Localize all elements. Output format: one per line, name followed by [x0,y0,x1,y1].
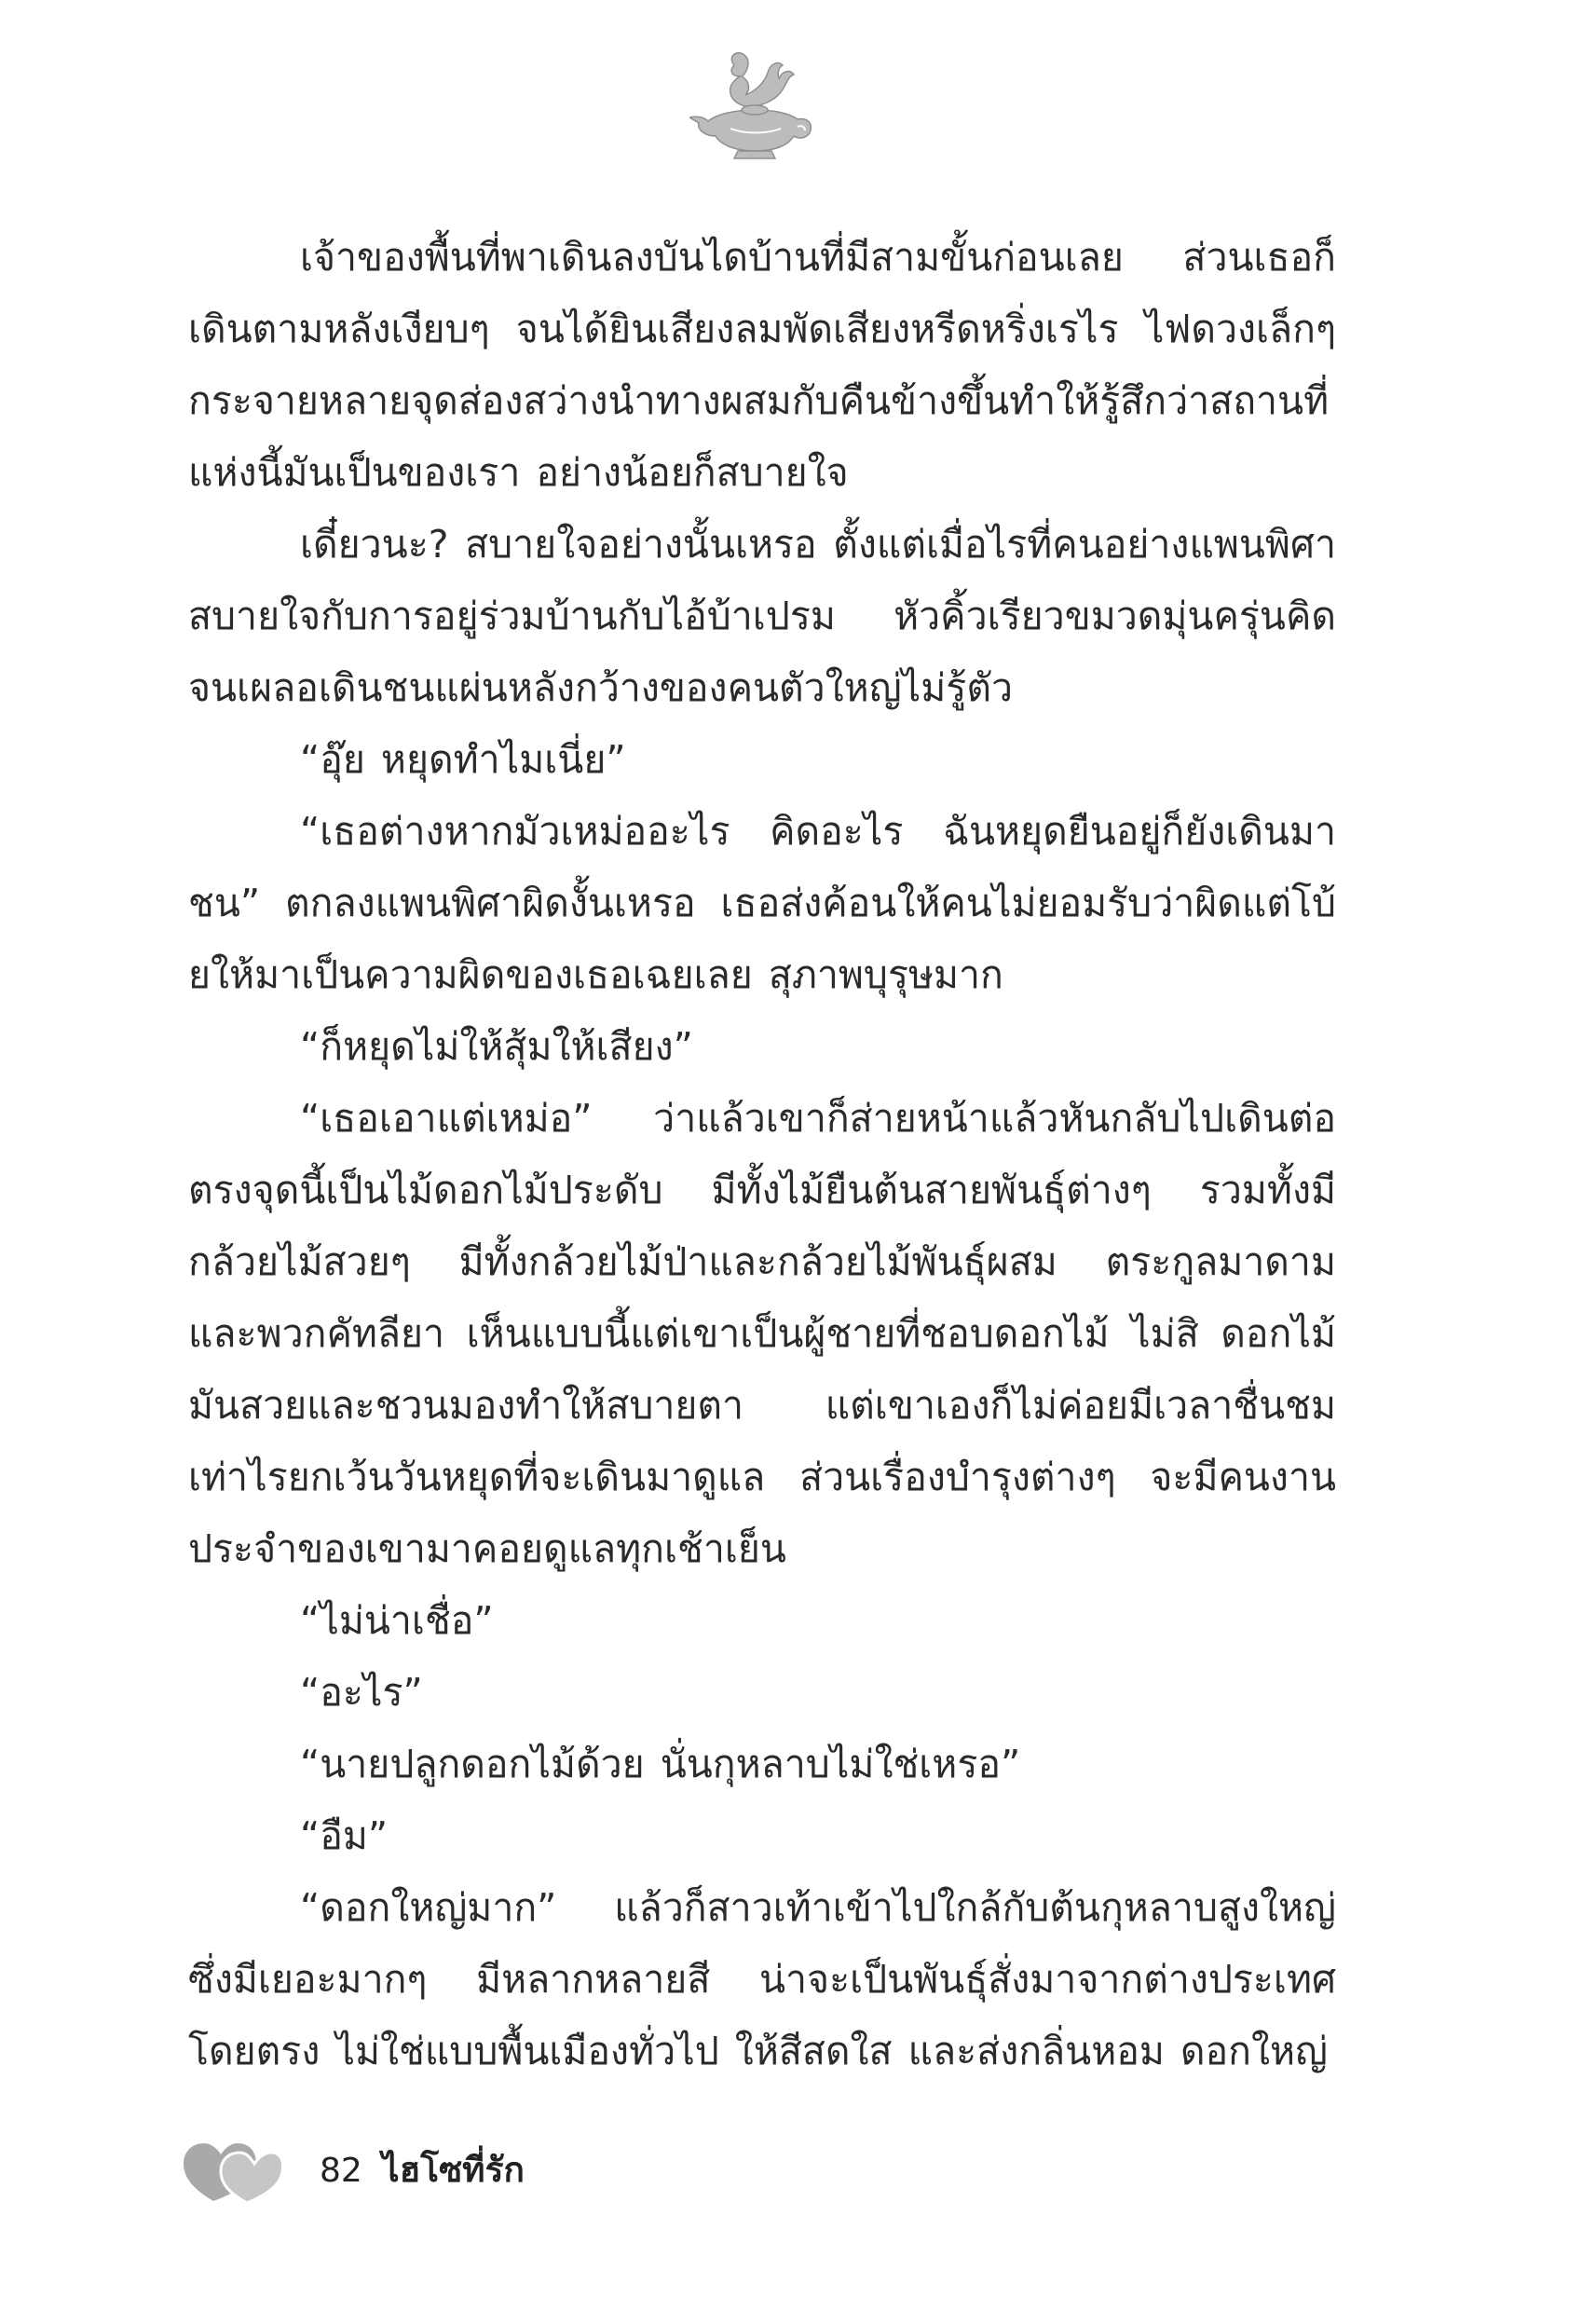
dialogue-line: “นายปลูกดอกไม้ด้วย นั่นกุหลาบไม่ใช่เหรอ” [300,1742,1021,1786]
paragraph: “เธอต่างหากมัวเหม่ออะไร คิดอะไร ฉันหยุดยืนอยู่ก็ยังเดินมาชน” ตกลงแพนพิศาผิดงั้นเหรอ เธอส่งค้อนให้คนไม่ยอมรับว่าผิดแต่โบ้ยให้มาเป็นความผิดของเธอเฉยเลย สุภาพบุรุษมาก [188,809,1336,997]
paragraph: เจ้าของพื้นที่พาเดินลงบันไดบ้านที่มีสามขั้นก่อนเลย ส่วนเธอก็เดินตามหลังเงียบๆ จนได้ยินเสียงลมพัดเสียงหรีดหริ่งเรไร ไฟดวงเล็กๆ กระจายหลายจุดส่องสว่างนำทางผสมกับคืนข้างขึ้นทำให้รู้สึกว่าสถานที่แห่งนี้มันเป็นของเรา อย่างน้อยก็สบายใจ [188,235,1336,495]
dialogue-line: “ก็หยุดไม่ให้สุ้มให้เสียง” [300,1024,693,1069]
paragraph: เดี๋ยวนะ? สบายใจอย่างนั้นเหรอ ตั้งแต่เมื่อไรที่คนอย่างแพนพิศาสบายใจกับการอยู่ร่วมบ้านกับไอ้บ้าเปรม หัวคิ้วเรียวขมวดมุ่นครุ่นคิดจนเผลอเดินชนแผ่นหลังกว้างของคนตัวใหญ่ไม่รู้ตัว [188,522,1336,710]
paragraph: “เธอเอาแต่เหม่อ” ว่าแล้วเขาก็ส่ายหน้าแล้วหันกลับไปเดินต่อตรงจุดนี้เป็นไม้ดอกไม้ประดับ มีทั้งไม้ยืนต้นสายพันธุ์ต่างๆ รวมทั้งมีกล้วยไม้สวยๆ มีทั้งกล้วยไม้ป่าและกล้วยไม้พันธุ์ผสม ตระกูลมาดามและพวกคัทลียา เห็นแบบนี้แต่เขาเป็นผู้ชายที่ชอบดอกไม้ ไม่สิ ดอกไม้มันสวยและชวนมองทำให้สบายตา แต่เขาเองก็ไม่ค่อยมีเวลาชื่นชมเท่าไรยกเว้นวันหยุดที่จะเดินมาดูแล ส่วนเรื่องบำรุงต่างๆ จะมีคนงานประจำของเขามาคอยดูแลทุกเช้าเย็น [188,1096,1336,1571]
hearts-icon [182,2140,284,2205]
page-footer [182,2140,741,2205]
chapter-text [188,222,1336,2087]
genie-lamp-icon [689,48,820,160]
book-title: ไฮโซที่รัก [382,2150,525,2190]
paragraph: “ดอกใหญ่มาก” แล้วก็สาวเท้าเข้าไปใกล้กับต้นกุหลาบสูงใหญ่ซึ่งมีเยอะมากๆ มีหลากหลายสี น่าจะเป็นพันธุ์สั่งมาจากต่างประเทศโดยตรง ไม่ใช่แบบพื้นเมืองทั่วไป ให้สีสดใส และส่งกลิ่นหอม ดอกใหญ่ [188,1885,1336,2073]
dialogue-line: “อะไร” [300,1670,423,1715]
dialogue-line: “อืม” [300,1813,389,1858]
dialogue-line: “อุ๊ย หยุดทำไมเนี่ย” [300,737,626,782]
page-number: 82 [320,2152,362,2190]
dialogue-line: “ไม่น่าเชื่อ” [300,1598,494,1643]
